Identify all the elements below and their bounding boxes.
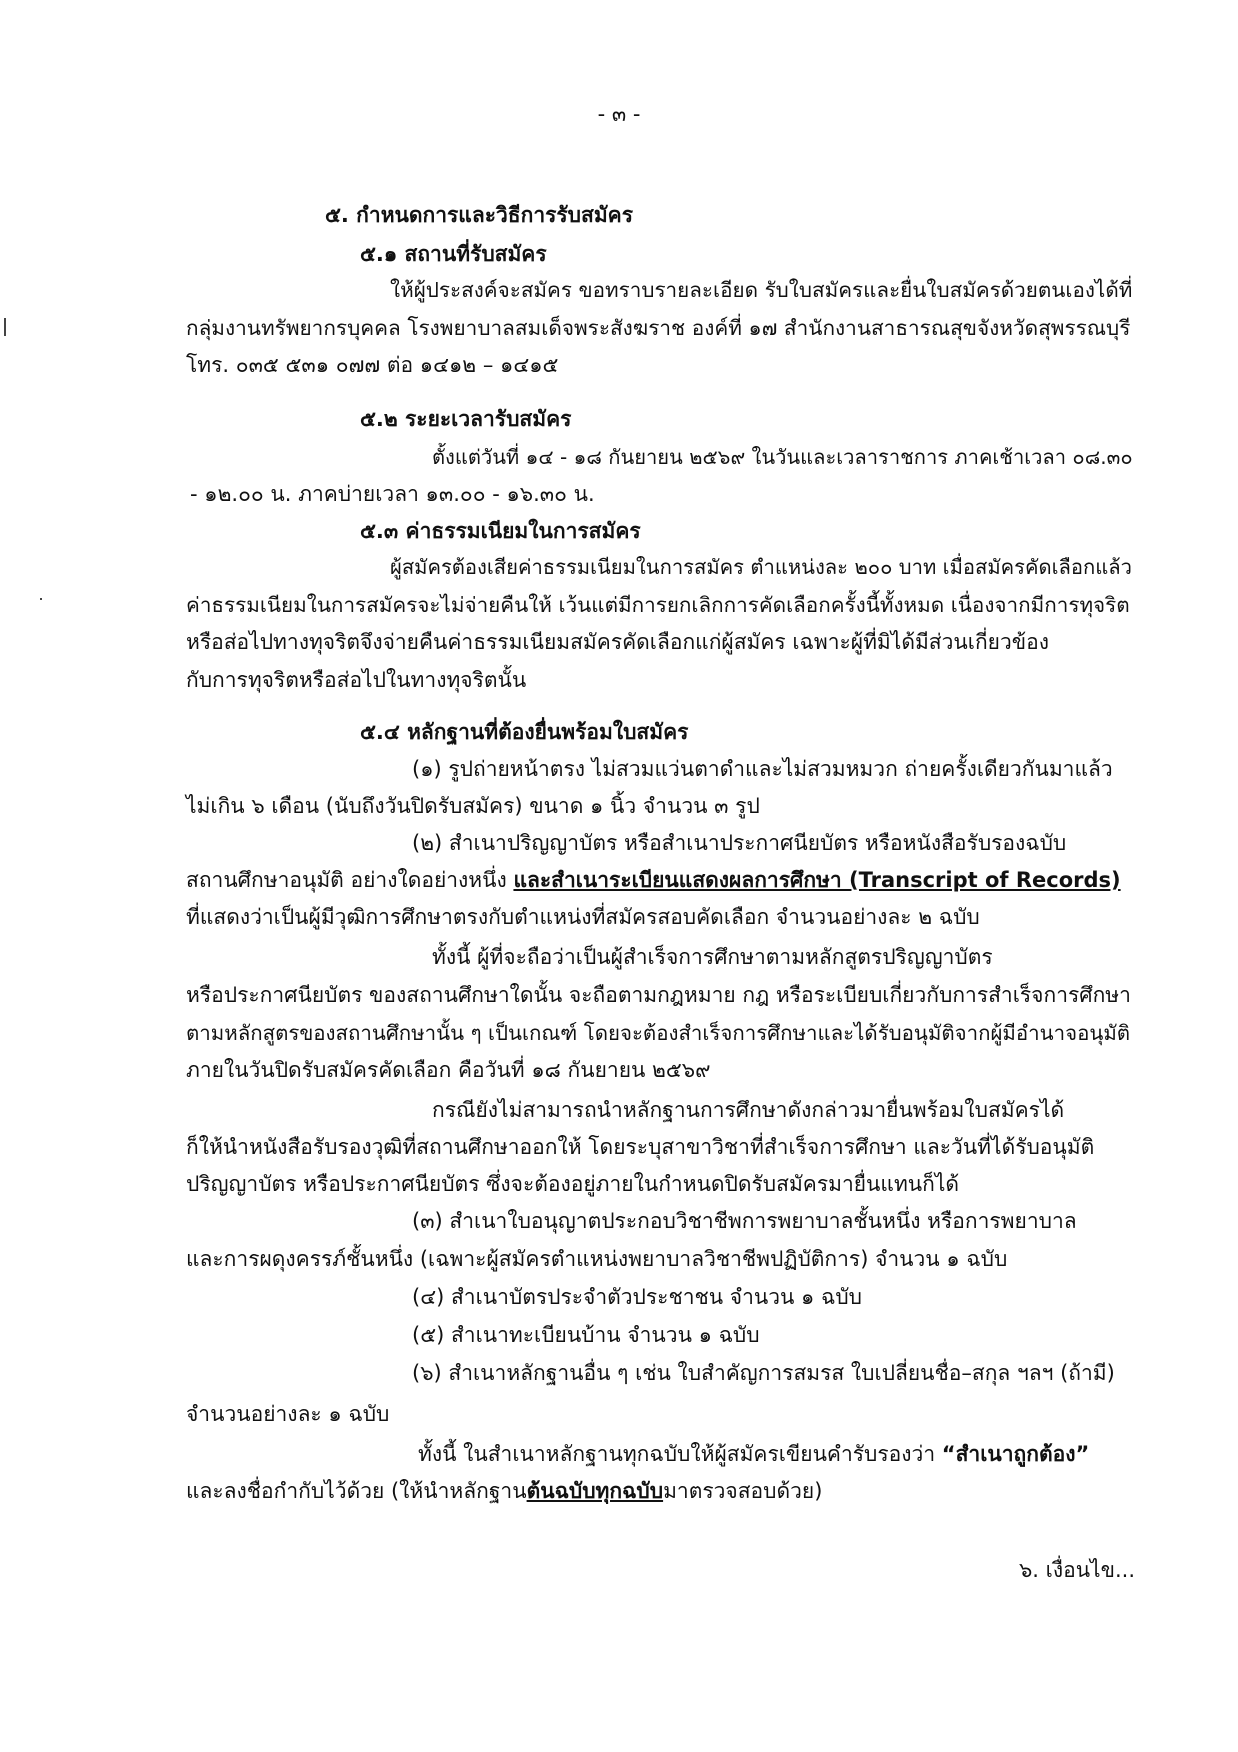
paragraph-line: ตั้งแต่วันที่ ๑๔ - ๑๘ กันยายน ๒๕๖๙ ในวันและเวลาราชการ ภาคเช้าเวลา ๐๘.๓๐ [432, 445, 1133, 469]
list-item-line: (๔) สำเนาบัตรประจำตัวประชาชน จำนวน ๑ ฉบับ [412, 1285, 863, 1309]
paragraph-line: ผู้สมัครต้องเสียค่าธรรมเนียมในการสมัคร ตำแหน่งละ ๒๐๐ บาท เมื่อสมัครคัดเลือกแล้ว [390, 555, 1132, 579]
list-item-line: ที่แสดงว่าเป็นผู้มีวุฒิการศึกษาตรงกับตำแหน่งที่สมัครสอบคัดเลือก จำนวนอย่างละ ๒ ฉบับ [186, 905, 980, 929]
list-item-line: (๒) สำเนาปริญญาบัตร หรือสำเนาประกาศนียบัตร หรือหนังสือรับรองฉบับ [412, 831, 1067, 855]
closing-text: และลงชื่อกำกับไว้ด้วย (ให้นำหลักฐาน [186, 1479, 527, 1503]
paragraph-line: หรือส่อไปทางทุจริตจึงจ่ายคืนค่าธรรมเนียมสมัครคัดเลือกแก่ผู้สมัคร เฉพาะผู้ที่มิได้มีส่วนเกี่ยวข้อง [186, 630, 1049, 654]
list-item-line: จำนวนอย่างละ ๑ ฉบับ [186, 1402, 390, 1426]
scan-edge-mark [4, 318, 6, 336]
subsection-heading: ๕.๑ สถานที่รับสมัคร [360, 242, 547, 266]
list-item-line: (๖) สำเนาหลักฐานอื่น ๆ เช่น ใบสำคัญการสมรส ใบเปลี่ยนชื่อ–สกุล ฯลฯ (ถ้ามี) [412, 1361, 1115, 1385]
note-line: กรณียังไม่สามารถนำหลักฐานการศึกษาดังกล่าวมายื่นพร้อมใบสมัครได้ [432, 1098, 1065, 1122]
paragraph-line: - ๑๒.๐๐ น. ภาคบ่ายเวลา ๑๓.๐๐ - ๑๖.๓๐ น. [190, 482, 595, 506]
list-item-line: (๕) สำเนาทะเบียนบ้าน จำนวน ๑ ฉบับ [412, 1323, 760, 1347]
page-number: - ๓ - [597, 102, 641, 126]
closing-text: ทั้งนี้ ในสำเนาหลักฐานทุกฉบับให้ผู้สมัครเขียนคำรับรองว่า [418, 1442, 942, 1466]
note-line: หรือประกาศนียบัตร ของสถานศึกษาใดนั้น จะถือตามกฎหมาย กฎ หรือระเบียบเกี่ยวกับการสำเร็จการศึกษา [186, 983, 1131, 1007]
continuation-text: ๖. เงื่อนไข... [1018, 1558, 1135, 1582]
closing-line [418, 1440, 1089, 1468]
closing-line [186, 1477, 822, 1505]
list-item-text: สถานศึกษาอนุมัติ อย่างใดอย่างหนึ่ง [186, 868, 514, 892]
note-line: ปริญญาบัตร หรือประกาศนียบัตร ซึ่งจะต้องอยู่ภายในกำหนดปิดรับสมัครมายื่นแทนก็ได้ [186, 1172, 960, 1196]
emphasized-text: ต้นฉบับทุกฉบับ [526, 1479, 664, 1503]
list-item-line: (๓) สำเนาใบอนุญาตประกอบวิชาชีพการพยาบาลชั้นหนึ่ง หรือการพยาบาล [412, 1209, 1077, 1233]
paragraph-line: ค่าธรรมเนียมในการสมัครจะไม่จ่ายคืนให้ เว้นแต่มีการยกเลิกการคัดเลือกครั้งนี้ทั้งหมด เนื่องจากมีการทุจริต [186, 593, 1130, 617]
subsection-heading: ๕.๔ หลักฐานที่ต้องยื่นพร้อมใบสมัคร [360, 720, 689, 744]
list-item-line: และการผดุงครรภ์ชั้นหนึ่ง (เฉพาะผู้สมัครตำแหน่งพยาบาลวิชาชีพปฏิบัติการ) จำนวน ๑ ฉบับ [186, 1247, 1008, 1271]
paragraph-line: โทร. ๐๓๕ ๕๓๑ ๐๗๗ ต่อ ๑๔๑๒ – ๑๔๑๕ [186, 353, 559, 377]
subsection-heading: ๕.๒ ระยะเวลารับสมัคร [360, 407, 572, 431]
paragraph-line: กับการทุจริตหรือส่อไปในทางทุจริตนั้น [186, 668, 527, 692]
list-item-line [186, 866, 1121, 894]
closing-text: มาตรวจสอบด้วย) [663, 1479, 823, 1503]
note-line: ทั้งนี้ ผู้ที่จะถือว่าเป็นผู้สำเร็จการศึกษาตามหลักสูตรปริญญาบัตร [432, 945, 993, 969]
bold-text: “สำเนาถูกต้อง” [941, 1442, 1090, 1466]
list-item-line: (๑) รูปถ่ายหน้าตรง ไม่สวมแว่นตาดำและไม่สวมหมวก ถ่ายครั้งเดียวกันมาแล้ว [412, 757, 1113, 781]
section-heading: ๕. กำหนดการและวิธีการรับสมัคร [325, 203, 633, 227]
scan-edge-mark [40, 598, 42, 600]
emphasized-text: และสำเนาระเบียนแสดงผลการศึกษา (Transcript of Records) [513, 868, 1121, 892]
subsection-heading: ๕.๓ ค่าธรรมเนียมในการสมัคร [360, 519, 641, 543]
note-line: ภายในวันปิดรับสมัครคัดเลือก คือวันที่ ๑๘ กันยายน ๒๕๖๙ [186, 1058, 711, 1082]
list-item-line: ไม่เกิน ๖ เดือน (นับถึงวันปิดรับสมัคร) ขนาด ๑ นิ้ว จำนวน ๓ รูป [186, 794, 760, 818]
paragraph-line: ให้ผู้ประสงค์จะสมัคร ขอทราบรายละเอียด รับใบสมัครและยื่นใบสมัครด้วยตนเองได้ที่ [390, 278, 1133, 302]
paragraph-line: กลุ่มงานทรัพยากรบุคคล โรงพยาบาลสมเด็จพระสังฆราช องค์ที่ ๑๗ สำนักงานสาธารณสุขจังหวัดสุพรรณบุรี [186, 316, 1131, 340]
note-line: ก็ให้นำหนังสือรับรองวุฒิที่สถานศึกษาออกให้ โดยระบุสาขาวิชาที่สำเร็จการศึกษา และวันที่ได้รับอนุมัติ [186, 1135, 1095, 1159]
note-line: ตามหลักสูตรของสถานศึกษานั้น ๆ เป็นเกณฑ์ โดยจะต้องสำเร็จการศึกษาและได้รับอนุมัติจากผู้มีอำนาจอนุมัติ [186, 1021, 1131, 1045]
